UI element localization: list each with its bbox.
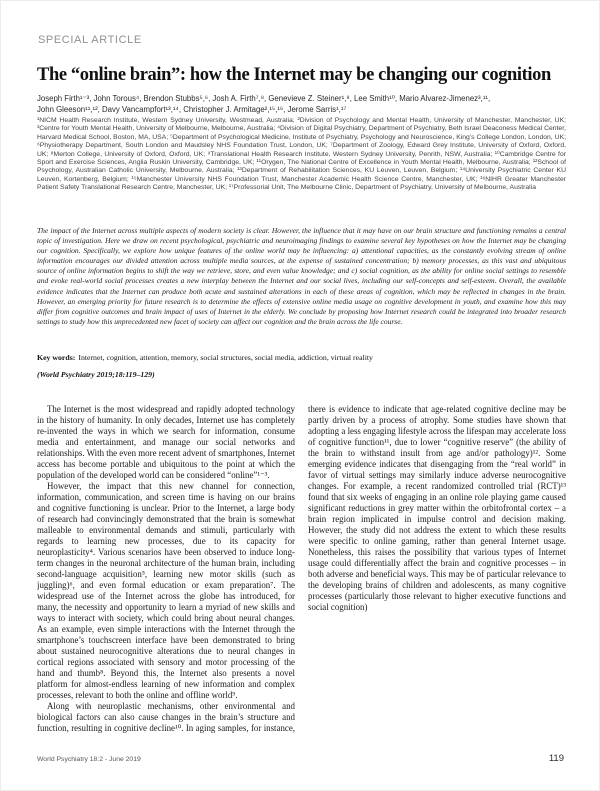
author-list: [37, 94, 567, 115]
paper-title: The “online brain”: how the Internet may be changing our cognition: [37, 65, 551, 85]
article-type-label: SPECIAL ARTICLE: [38, 34, 142, 46]
abstract-text: The impact of the Internet across multiple aspects of modern society is clear. However, the influence that it may have on our brain structure and functioning remains a central topic of investigation. Here we draw on recent psychological, psychiatric and neuroimaging findings to examine several key hypotheses on how the Internet may be changing our cognition. Specifically, we explore how unique features of the online world may be influencing: a) attentional capacities, as the constantly evolving stream of online information encourages our divided attention across multiple media sources, at the expense of sustained concentration; b) memory processes, as this vast and ubiquitous source of online information begins to shift the way we retrieve, store, and even value knowledge; and c) social cognition, as the ability for online social settings to resemble and evoke real-world social processes creates a new interplay between the Internet and our social lives, including our self-concepts and self-esteem. Overall, the available evidence indicates that the Internet can produce both acute and sustained alterations in each of these areas of cognition, which may be reflected in changes in the brain. However, an emerging priority for future research is to determine the effects of extensive online media usage on cognitive development in youth, and examine how this may differ from cognitive outcomes and brain impact of uses of Internet in the elderly. We conclude by proposing how Internet research could be integrated into broader research settings to study how this unprecedented new facet of society can affect our cognition and the brain across the life course.: [37, 226, 566, 326]
journal-citation: (World Psychiatry 2019;18:119–129): [37, 370, 155, 379]
footer-journal-issue: World Psychiatry 18:2 - June 2019: [37, 756, 141, 763]
body-paragraph-1: The Internet is the most widespread and rapidly adopted technology in the history of humanity. In only decades, Internet use has completely re-invented the ways in which we search for information, consume media and entertainment, and manage our social networks and relationships. With the even more recent advent of smartphones, Internet access has become portable and ubiquitous to the point at which the population of the developed world can be considered “online”¹⁻³.: [37, 404, 296, 480]
keywords-line: [37, 353, 566, 362]
footer-page-number: 119: [548, 753, 564, 764]
article-body: [37, 404, 566, 744]
page-footer: [37, 753, 564, 764]
author-line-2: John Gleeson¹¹,¹², Davy Vancampfort¹³,¹⁴, Christopher J. Armitage²,¹⁵,¹⁶, Jerome Sarris¹,¹⁷: [37, 104, 347, 114]
body-paragraph-3: Along with neuroplastic mechanisms, other environmental and biological factors can also cause changes in the brain’s structure and function, resulting in cognitive decline¹⁰. In aging samples, for instance, there is evidence to indicate that age-related cognitive decline may be partly driven by a process of atrophy. Some studies have shown that adopting a less engaging lifestyle across the lifespan may accelerate loss of cognitive function¹¹, due to lower “cognitive reserve” (the ability of the brain to withstand insult from age and/or pathology)¹². Some emerging evidence indicates that disengaging from the “real world” in favor of virtual settings may similarly induce adverse neurocognitive changes. For example, a recent randomized controlled trial (RCT)¹³ found that six weeks of engaging in an online role playing game caused significant reductions in grey matter within the orbitofrontal cortex – a brain region implicated in impulse control and decision making. However, the study did not address the extent to which these results were specific to online gaming, rather than general Internet usage. Nonetheless, this raises the possibility that various types of Internet usage could differentially affect the brain and cognitive processes – in both adverse and beneficial ways. This may be of particular relevance to the developing brains of children and adolescents, as many cognitive processes (particularly those relevant to higher executive functions and social cognition): [37, 404, 566, 733]
affiliations-block: ¹NICM Health Research Institute, Western Sydney University, Westmead, Australia; ²Division of Psychology and Mental Health, University of Manchester, Manchester, UK; ³Centre for Youth Mental Health, University of Melbourne, Melbourne, Australia; ⁴Division of Digital Psychiatry, Department of Psychiatry, Beth Israel Deaconess Medical Center, Harvard Medical School, Boston, MA, USA; ⁵Department of Psychological Medicine, Institute of Psychiatry, Psychology and Neuroscience, King’s College London, London, UK; ⁶Physiotherapy Department, South London and Maudsley NHS Foundation Trust, London, UK; ⁷Department of Zoology, Edward Grey Institute, University of Oxford, Oxford, UK; ⁸Merton College, University of Oxford, Oxford, UK; ⁹Translational Health Research Institute, Western Sydney University, Penrith, NSW, Australia; ¹⁰Cambridge Centre for Sport and Exercise Sciences, Anglia Ruskin University, Cambridge, UK; ¹¹Orygen, The National Centre of Excellence in Youth Mental Health, Melbourne, Australia; ¹²School of Psychology, Australian Catholic University, Melbourne, Australia; ¹³Department of Rehabilitation Sciences, KU Leuven, Leuven, Belgium; ¹⁴University Psychiatric Center KU Leuven, Kortenberg, Belgium; ¹⁵Manchester University NHS Foundation Trust, Manchester Academic Health Science Centre, Manchester, UK; ¹⁶NIHR Greater Manchester Patient Safety Translational Research Centre, Manchester, UK; ¹⁷Professorial Unit, The Melbourne Clinic, Department of Psychiatry, University of Melbourne, Australia: [37, 117, 566, 192]
author-line-1: Joseph Firth¹⁻³, John Torous⁴, Brendon Stubbs⁵,⁶, Josh A. Firth⁷,⁸, Genevieve Z. Steiner¹,⁹, Lee Smith¹⁰, Mario Alvarez-Jimenez³,¹¹,: [37, 94, 491, 103]
keywords-label: Key words:: [37, 353, 76, 362]
body-paragraph-2: However, the impact that this new channel for connection, information, communication, and screen time is having on our brains and cognitive functioning is unclear. Prior to the Internet, a large body of research had convincingly demonstrated that the brain is somewhat malleable to environmental demands and stimuli, particularly with regards to learning new processes, due to its capacity for neuroplasticity⁴. Various scenarios have been observed to induce long-term changes in the neuronal architecture of the human brain, including second-language acquisition⁵, learning new motor skills (such as juggling)⁶, and even formal education or exam preparation⁷. The widespread use of the Internet across the globe has introduced, for many, the necessity and opportunity to learn a myriad of new skills and ways to interact with society, which could bring about neural changes. As an example, even simple interactions with the Internet through the smartphone’s touchscreen interface have been demonstrated to bring about sustained neurocognitive alterations due to neural changes in cortical regions associated with sensory and motor processing of the hand and thumb⁸. Beyond this, the Internet also presents a novel platform for almost-endless learning of new information and complex processes, relevant to both the online and offline world⁹.: [37, 481, 295, 700]
keywords-text: Internet, cognition, attention, memory, social structures, social media, addiction, virtual reality: [78, 353, 373, 362]
